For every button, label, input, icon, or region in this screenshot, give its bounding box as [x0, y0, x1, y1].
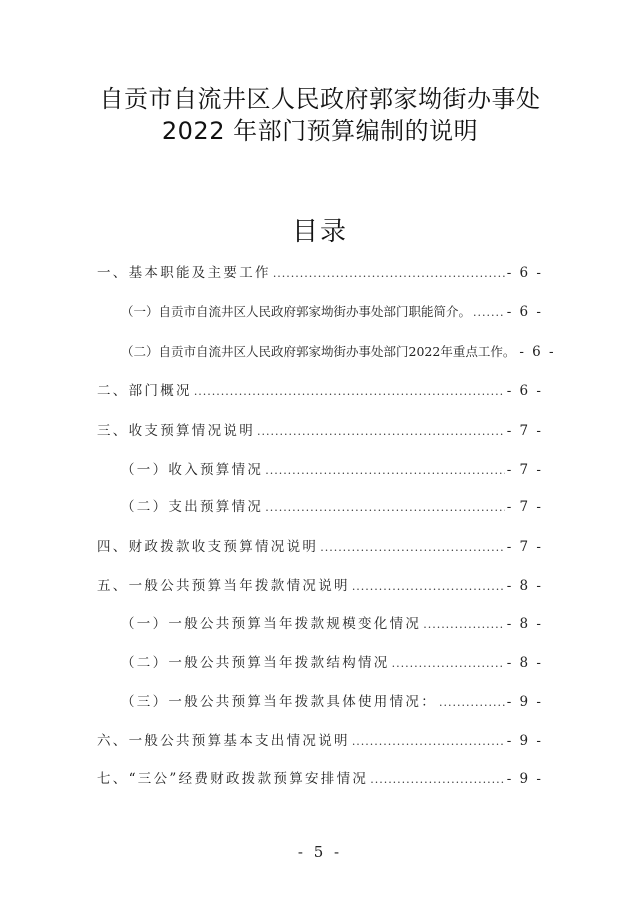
toc-entry-page: - 8 -: [506, 655, 543, 671]
toc-entry-text: 三、收支预算情况说明: [97, 423, 255, 439]
toc-entry-page: - 8 -: [506, 616, 543, 632]
toc-entry-text: 一、基本职能及主要工作: [97, 265, 271, 281]
toc-entry-text: 二、部门概况: [97, 383, 192, 399]
toc-leader-dots: [439, 694, 505, 712]
toc-leader-dots: [257, 423, 505, 441]
toc-entry-page: - 8 -: [506, 578, 543, 594]
toc-entry-page: - 6 -: [506, 304, 543, 320]
toc-entry-page: - 9 -: [506, 733, 543, 749]
toc-entry-page: - 6 -: [506, 383, 543, 399]
toc-entry-text: 六、一般公共预算基本支出情况说明: [97, 733, 350, 749]
toc-entry-5[interactable]: [97, 422, 543, 441]
toc-entry-11[interactable]: [121, 654, 543, 673]
toc-entry-9[interactable]: [97, 577, 543, 596]
toc-leader-dots: [352, 578, 505, 596]
toc-leader-dots: [194, 383, 505, 401]
document-title-line-2: 2022 年部门预算编制的说明: [161, 117, 479, 145]
toc-entry-page: - 7 -: [506, 462, 543, 478]
toc-entry-page: - 7 -: [506, 423, 543, 439]
toc-entry-page: - 6 -: [519, 344, 556, 360]
toc-entry-12[interactable]: [121, 693, 543, 712]
toc-entry-2[interactable]: [121, 303, 543, 322]
toc-entry-text: 四、财政拨款收支预算情况说明: [97, 539, 319, 555]
toc-entry-4[interactable]: [97, 382, 543, 401]
toc-entry-text: 五、一般公共预算当年拨款情况说明: [97, 578, 350, 594]
toc-leader-dots: [273, 265, 505, 283]
toc-leader-dots: [320, 539, 505, 557]
toc-entry-13[interactable]: [97, 732, 543, 751]
toc-entry-text: （二）一般公共预算当年拨款结构情况: [121, 655, 390, 671]
toc-leader-dots: [473, 304, 505, 322]
toc-entry-text: （二）支出预算情况: [121, 499, 264, 515]
toc-entry-text: （一）自贡市自流井区人民政府郭家坳街办事处部门职能简介。: [121, 304, 472, 319]
toc-leader-dots: [352, 733, 505, 751]
toc-entry-page: - 7 -: [506, 539, 543, 555]
toc-entry-8[interactable]: [97, 538, 543, 557]
toc-heading: 目录: [291, 217, 348, 247]
toc-entry-10[interactable]: [121, 615, 543, 634]
toc-entry-14[interactable]: [97, 770, 543, 789]
toc-entry-7[interactable]: [121, 498, 543, 517]
toc-entry-text: （一）一般公共预算当年拨款规模变化情况: [121, 616, 422, 632]
toc-leader-dots: [370, 771, 505, 789]
toc-entry-text: （一）收入预算情况: [121, 462, 264, 478]
toc-entry-page: - 6 -: [506, 265, 543, 281]
toc-entry-3[interactable]: [121, 343, 556, 362]
toc-entry-text: 七、“三公”经费财政拨款预算安排情况: [97, 771, 369, 787]
toc-entry-page: - 7 -: [506, 499, 543, 515]
document-title-line-1: 自贡市自流井区人民政府郭家坳街办事处: [99, 85, 541, 113]
toc-entry-6[interactable]: [121, 461, 543, 480]
toc-leader-dots: [265, 462, 505, 480]
toc-entry-page: - 9 -: [506, 694, 543, 710]
toc-entry-text: （二）自贡市自流井区人民政府郭家坳街办事处部门2022年重点工作。: [121, 344, 516, 359]
toc-leader-dots: [265, 499, 505, 517]
toc-leader-dots: [423, 616, 505, 634]
toc-leader-dots: [392, 655, 505, 673]
page-number-footer: - 5 -: [297, 843, 343, 861]
toc-entry-text: （三）一般公共预算当年拨款具体使用情况：: [121, 694, 437, 710]
toc-entry-page: - 9 -: [506, 771, 543, 787]
toc-entry-1[interactable]: [97, 264, 543, 283]
